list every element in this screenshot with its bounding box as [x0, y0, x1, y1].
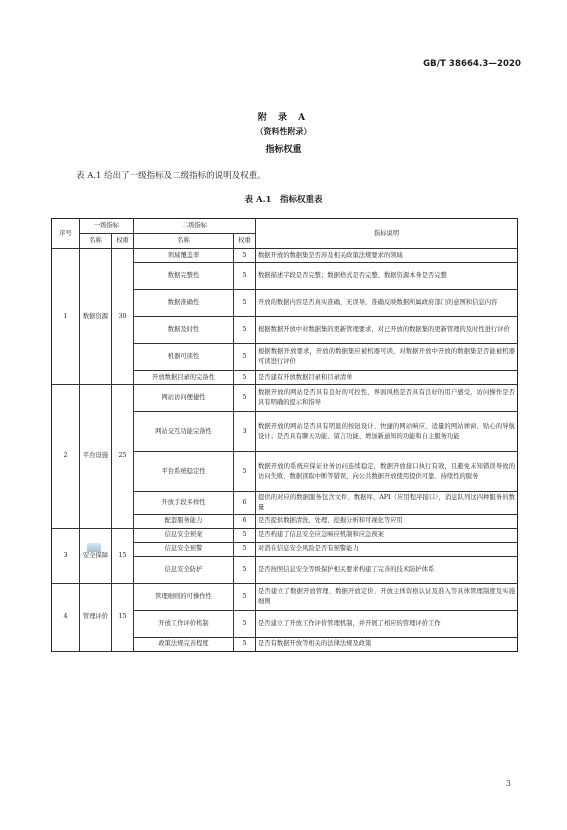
level2-weight: 5	[234, 610, 256, 637]
level2-weight: 5	[234, 344, 256, 371]
indicator-description: 数据开放的数据集是否涉及相关政策法规要求的领域	[256, 249, 518, 263]
level2-name: 信息安全防护	[134, 556, 234, 583]
group-level1-name: 安全保障	[80, 528, 112, 583]
table-caption: 表 A.1 指标权重表	[244, 195, 323, 205]
level2-name: 数据完整性	[134, 263, 234, 290]
level2-name: 平台系统稳定性	[134, 452, 234, 492]
level2-name: 管理细则的可操作性	[134, 583, 234, 610]
indicator-weight-table	[51, 218, 518, 652]
level2-name: 信息安全预警	[134, 542, 234, 556]
indicator-description: 对潜在信息安全风险是否有预警能力	[256, 542, 518, 556]
level2-name: 开放数据目录的完备性	[134, 371, 234, 385]
page-number: 3	[505, 779, 511, 788]
level2-weight: 5	[234, 263, 256, 290]
group-seq: 2	[52, 385, 80, 529]
level2-name: 政策法规完善程度	[134, 637, 234, 651]
group-level1-name: 数据资源	[80, 249, 112, 385]
group-level1-weight: 30	[112, 249, 134, 385]
level2-name: 数据及时性	[134, 317, 234, 344]
indicator-description: 提供的对应的数据服务包含文件、数据库、API（应用程序接口），消息队列这四种服务的数量	[256, 492, 518, 515]
header-level1-weight: 权重	[112, 234, 134, 249]
level2-weight: 6	[234, 514, 256, 528]
group-seq: 3	[52, 528, 80, 583]
level2-name: 开放手段多样性	[134, 492, 234, 515]
level2-name: 配套服务能力	[134, 514, 234, 528]
table-body	[52, 249, 518, 652]
indicator-description: 是否构建了信息安全应急响应机制和应急预案	[256, 528, 518, 542]
indicator-description: 是否按照信息安全等级保护相关要求构建了完善的技术防护体系	[256, 556, 518, 583]
header-level2-name: 名称	[134, 234, 234, 249]
appendix-type: （资料性附录）	[255, 126, 312, 136]
table-row	[52, 249, 518, 263]
header-level1: 一级指标	[80, 219, 134, 234]
level2-weight: 5	[234, 452, 256, 492]
level2-name: 网站交互功能完备性	[134, 412, 234, 452]
header-seq: 序号	[52, 219, 80, 249]
table-row	[52, 385, 518, 412]
level2-name: 数据准确性	[134, 290, 234, 317]
indicator-description: 是否建立了数据开放管理、数据开放定价、开放主体资格认证及准入等具体管理制度及实施细则	[256, 583, 518, 610]
group-level1-weight: 15	[112, 583, 134, 651]
level2-name: 机器可读性	[134, 344, 234, 371]
intro-paragraph: 表 A.1 给出了一级指标及二级指标的说明及权重。	[76, 171, 266, 181]
level2-name: 开放工作评价机制	[134, 610, 234, 637]
indicator-description: 数据开放的系统应保证业务访问连续稳定，数据开放接口执行有效，且避免未知错误导致的访问失败、数据读取中断等错误，向公共数据开放使用提供可靠、持续性的服务	[256, 452, 518, 492]
indicator-description: 根据数据开放中对数据集的更新管理要求，对已开放的数据集的更新管理的及时性进行评价	[256, 317, 518, 344]
indicator-description: 是否建立了开放工作评价管理机制，并开展了相应的管理评价工作	[256, 610, 518, 637]
table-row	[52, 583, 518, 610]
group-level1-name: 管理评价	[80, 583, 112, 651]
appendix-name: 指标权重	[265, 145, 302, 155]
level2-weight: 5	[234, 583, 256, 610]
group-seq: 1	[52, 249, 80, 385]
level2-weight: 5	[234, 371, 256, 385]
level2-weight: 5	[234, 542, 256, 556]
indicator-description: 是否建有开放数据目录和目录清单	[256, 371, 518, 385]
level2-weight: 5	[234, 290, 256, 317]
standard-number: GB/T 38664.3—2020	[423, 59, 521, 69]
appendix-title: 附 录 A	[257, 113, 310, 123]
level2-weight: 5	[234, 317, 256, 344]
level2-weight: 3	[234, 412, 256, 452]
header-level2: 二级指标	[134, 219, 256, 234]
header-level1-name: 名称	[80, 234, 112, 249]
level2-weight: 5	[234, 637, 256, 651]
indicator-description: 数据开放的网站是否具有良好的可控性，界面风格是否具有良好的用户感受，访问操作是否具有明确的提示和指导	[256, 385, 518, 412]
group-seq: 4	[52, 583, 80, 651]
group-level1-weight: 25	[112, 385, 134, 529]
indicator-description: 数据描述字段是否完整；数据格式是否完整、数据资源本身是否完整	[256, 263, 518, 290]
level2-weight: 5	[234, 528, 256, 542]
level2-weight: 6	[234, 492, 256, 515]
level2-name: 信息安全预案	[134, 528, 234, 542]
level2-name: 网站访问便捷性	[134, 385, 234, 412]
indicator-description: 数据开放的网站是否具有明显的按钮设计、快捷的网站响应、适量的网站弹窗、贴心的导航设计；是否具有聊天功能、留言功能、增加新通知的功能和自主服务功能	[256, 412, 518, 452]
level2-weight: 5	[234, 385, 256, 412]
header-description: 指标说明	[256, 219, 518, 249]
group-level1-weight: 15	[112, 528, 134, 583]
level2-name: 领域覆盖率	[134, 249, 234, 263]
group-level1-name: 平台设施	[80, 385, 112, 529]
indicator-description: 开放的数据内容是否真实准确、无误导，准确反映数据所属政府部门的意图和信息内容	[256, 290, 518, 317]
level2-weight: 5	[234, 249, 256, 263]
table-header	[52, 219, 518, 249]
watermark-badge-icon	[87, 543, 101, 552]
indicator-description: 是否有数据开放等相关的法律法规及政策	[256, 637, 518, 651]
level2-weight: 5	[234, 556, 256, 583]
indicator-description: 根据数据开放要求，开放的数据集应被机器可读，对数据开放中开放的数据集是否能被机器可读进行评价	[256, 344, 518, 371]
table-row	[52, 528, 518, 542]
indicator-description: 是否提供数据清洗、处理、挖掘分析和可视化等应用	[256, 514, 518, 528]
header-level2-weight: 权重	[234, 234, 256, 249]
